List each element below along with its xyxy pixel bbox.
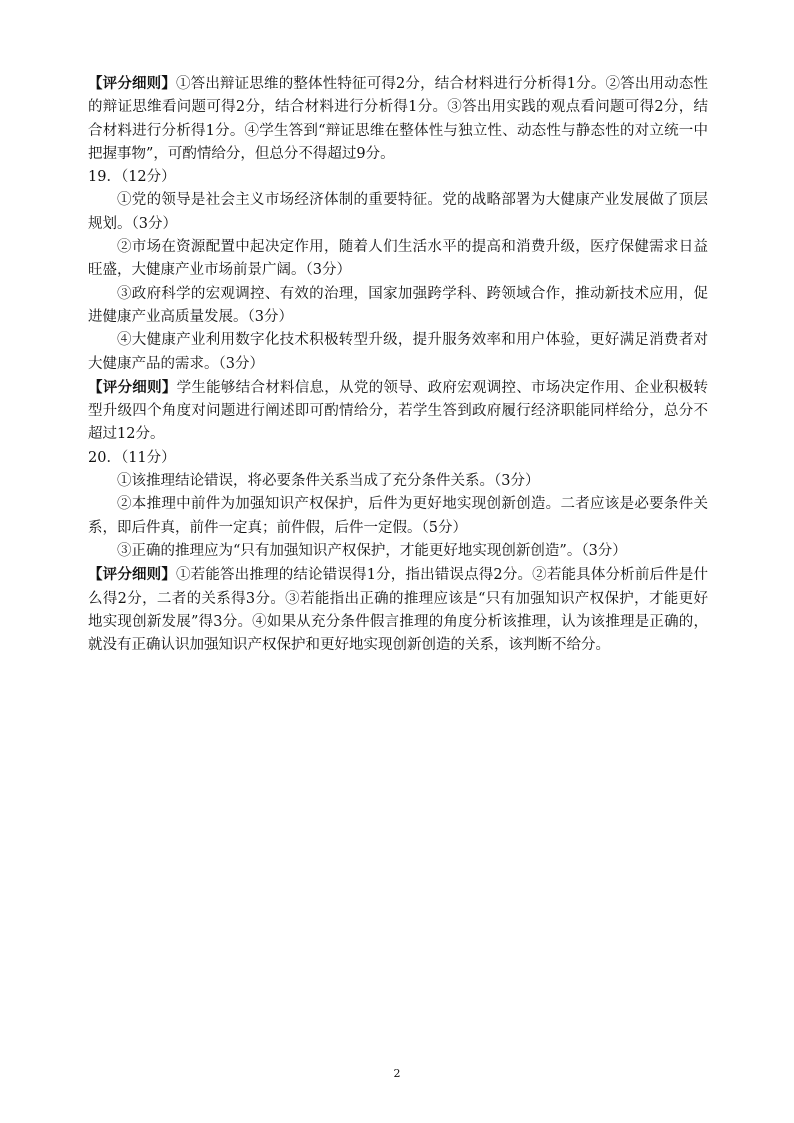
q20-point-2: ②本推理中前件为加强知识产权保护，后件为更好地实现创新创造。二者应该是必要条件关系，即后件真，前件一定真；前件假，后件一定假。（5分） xyxy=(88,496,708,536)
q19-scoring-rule xyxy=(88,376,708,447)
q19-point-2: ②市场在资源配置中起决定作用，随着人们生活水平的提高和消费升级，医疗保健需求日益旺盛，大健康产业市场前景广阔。（3分） xyxy=(88,239,708,279)
page-number: 2 xyxy=(393,1067,401,1080)
question-19-heading: 19．（12分） xyxy=(88,169,176,186)
q19-point-1: ①党的领导是社会主义市场经济体制的重要特征。党的战略部署为大健康产业发展做了顶层规划。（3分） xyxy=(88,192,708,232)
scoring-rule-label: 【评分细则】 xyxy=(88,378,177,396)
q19-point-4: ④大健康产业利用数字化技术积极转型升级，提升服务效率和用户体验，更好满足消费者对大健康产品的需求。（3分） xyxy=(88,332,708,372)
q18-scoring-rule xyxy=(88,72,708,166)
q20-point-1: ①该推理结论错误，将必要条件关系当成了充分条件关系。（3分） xyxy=(117,473,540,490)
q19-point-3: ③政府科学的宏观调控、有效的治理，国家加强跨学科、跨领域合作，推动新技术应用，促进健康产业高质量发展。（3分） xyxy=(88,285,708,325)
question-20-heading: 20．（11分） xyxy=(88,449,176,466)
q20-point-3: ③正确的推理应为“只有加强知识产权保护，才能更好地实现创新创造”。（3分） xyxy=(117,542,627,559)
q20-scoring-rule xyxy=(88,563,708,657)
answer-content xyxy=(88,72,708,657)
scoring-rule-text: ①答出辩证思维的整体性特征可得2分，结合材料进行分析得1分。②答出用动态性的辩证思维看问题可得2分，结合材料进行分析得1分。③答出用实践的观点看问题可得2分，结合材料进行分析得1分。④学生答到“辩证思维在整体性与独立性、动态性与静态性的对立统一中把握事物”，可酌情给分，但总分不得超过9分。 xyxy=(88,76,709,162)
scoring-rule-label: 【评分细则】 xyxy=(88,566,177,584)
scoring-rule-text: 学生能够结合材料信息，从党的领导、政府宏观调控、市场决定作用、企业积极转型升级四个角度对问题进行阐述即可酌情给分，若学生答到政府履行经济职能同样给分，总分不超过12分。 xyxy=(88,379,708,443)
scoring-rule-label: 【评分细则】 xyxy=(88,75,177,92)
scoring-rule-text: ①若能答出推理的结论错误得1分，指出错误点得2分。②若能具体分析前后件是什么得2分，二者的关系得3分。③若能指出正确的推理应该是“只有加强知识产权保护，才能更好地实现创新发展”得3分。④如果从充分条件假言推理的角度分析该推理，认为该推理是正确的，就没有正确认识加强知识产权保护和更好地实现创新创造的关系，该判断不给分。 xyxy=(88,567,709,654)
